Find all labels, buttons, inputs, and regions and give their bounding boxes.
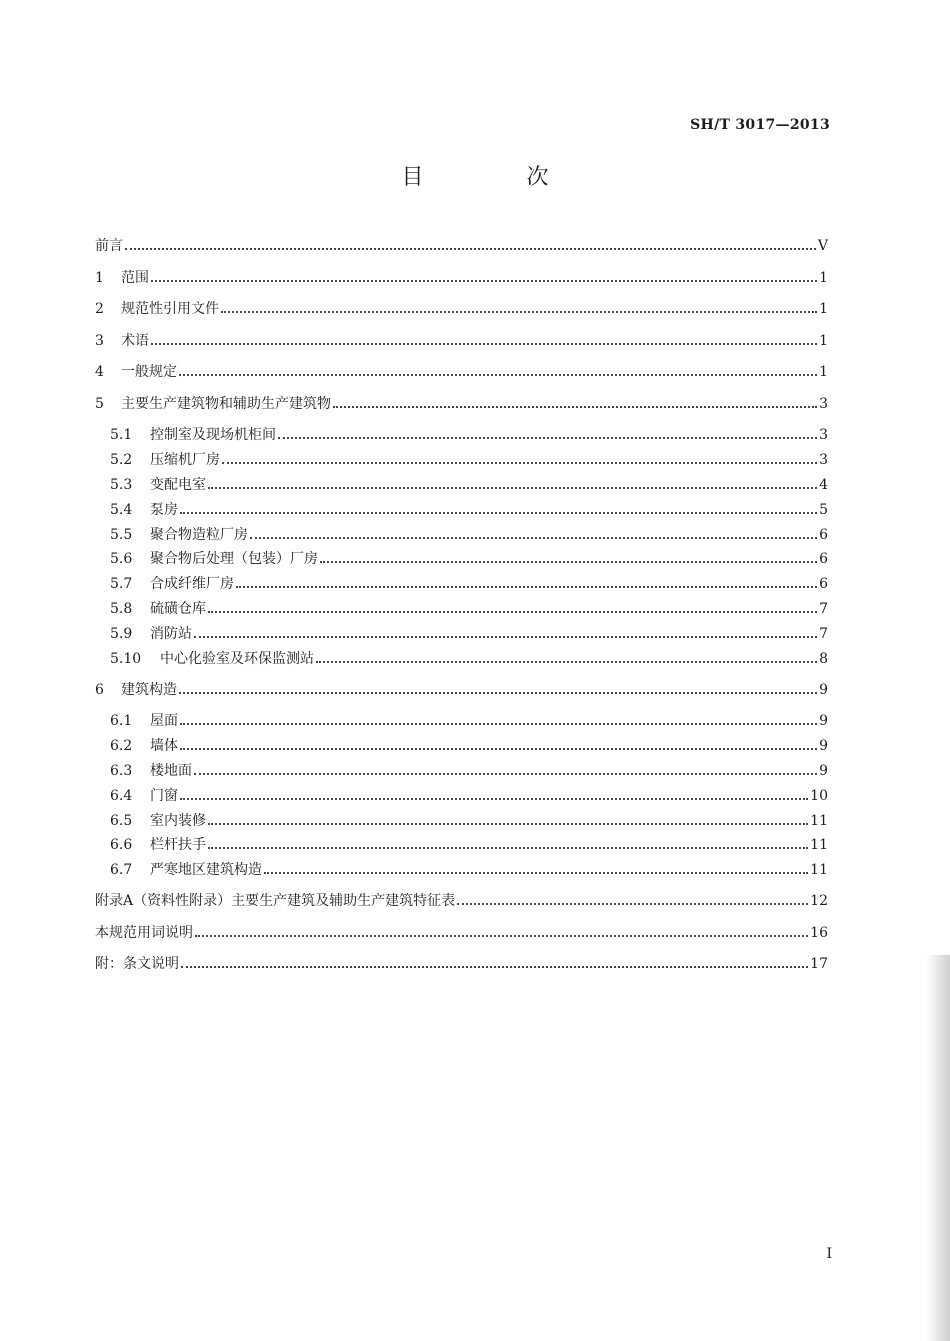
page-number: I <box>826 1246 832 1262</box>
toc-entry-label: 控制室及现场机柜间 <box>150 427 276 443</box>
dot-leader <box>320 560 817 563</box>
toc-entry-label: 主要生产建筑物和辅助生产建筑物 <box>121 396 331 412</box>
toc-entry[interactable] <box>110 859 828 881</box>
toc-entry-label: 范围 <box>121 270 149 286</box>
toc-entry-number: 5.2 <box>110 452 133 468</box>
toc-entry-page: 11 <box>810 813 828 829</box>
toc-entry[interactable] <box>110 785 828 807</box>
toc-entry-label: 一般规定 <box>121 364 177 380</box>
toc-entry-number: 5.6 <box>110 551 133 567</box>
toc-entry-page: 9 <box>819 763 828 779</box>
dot-leader <box>264 871 808 874</box>
toc-entry[interactable] <box>110 648 828 670</box>
toc-entry-number: 6.7 <box>110 862 133 878</box>
toc-entry-label: 聚合物后处理（包装）厂房 <box>150 551 318 567</box>
toc-entry-number: 5.5 <box>110 527 133 543</box>
dot-leader <box>179 373 817 376</box>
toc-entry-page: 11 <box>810 862 828 878</box>
toc-entry-page: 1 <box>819 333 828 349</box>
dot-leader <box>180 747 817 750</box>
toc-entry-page: 6 <box>819 527 828 543</box>
dot-leader <box>194 635 817 638</box>
toc-entry-number: 5 <box>95 396 104 412</box>
toc-entry-page: 1 <box>819 301 828 317</box>
toc-entry-number: 6.2 <box>110 738 133 754</box>
toc-entry-page: 3 <box>819 396 828 412</box>
toc-entry-label: 附：条文说明 <box>95 956 179 972</box>
toc-entry-number: 6.3 <box>110 763 133 779</box>
dot-leader <box>180 722 817 725</box>
toc-entry-number: 5.3 <box>110 477 133 493</box>
toc-entry-label: 中心化验室及环保监测站 <box>160 651 314 667</box>
dot-leader <box>208 486 817 489</box>
toc-entry-number: 6.6 <box>110 837 133 853</box>
toc-entry[interactable] <box>110 499 828 521</box>
dot-leader <box>179 691 817 694</box>
toc-entry-label: 屋面 <box>150 713 178 729</box>
dot-leader <box>208 822 808 825</box>
toc-entry-page: 5 <box>819 502 828 518</box>
toc-entry-label: 门窗 <box>150 788 178 804</box>
toc-entry-page: V <box>817 238 828 254</box>
toc-entry-page: 8 <box>819 651 828 667</box>
toc-entry-label: 前言 <box>95 238 123 254</box>
toc-entry-label: 聚合物造粒厂房 <box>150 527 248 543</box>
dot-leader <box>208 846 808 849</box>
toc-entry-page: 7 <box>819 601 828 617</box>
toc-entry-label: 附录A（资料性附录）主要生产建筑及辅助生产建筑特征表 <box>95 893 456 909</box>
toc-entry-number: 5.1 <box>110 427 133 443</box>
dot-leader <box>151 342 817 345</box>
toc-entry[interactable] <box>110 735 828 757</box>
toc-entry[interactable] <box>95 235 828 257</box>
toc-entry-label: 硫磺仓库 <box>150 601 206 617</box>
toc-entry-label: 合成纤维厂房 <box>150 576 234 592</box>
toc-entry-label: 严寒地区建筑构造 <box>150 862 262 878</box>
toc-entry[interactable] <box>110 834 828 856</box>
toc-entry-label: 压缩机厂房 <box>150 452 220 468</box>
dot-leader <box>151 279 817 282</box>
toc-entry-number: 5.10 <box>110 651 142 667</box>
toc-entry[interactable] <box>95 361 828 383</box>
toc-entry-label: 室内装修 <box>150 813 206 829</box>
toc-entry-page: 7 <box>819 626 828 642</box>
toc-entry[interactable] <box>95 298 828 320</box>
toc-entry-label: 变配电室 <box>150 477 206 493</box>
toc-entry-page: 4 <box>819 477 828 493</box>
toc-entry[interactable] <box>95 890 828 912</box>
dot-leader <box>236 585 817 588</box>
toc-entry-number: 3 <box>95 333 104 349</box>
toc-entry-number: 5.9 <box>110 626 133 642</box>
toc-entry[interactable] <box>110 449 828 471</box>
toc-entry-number: 4 <box>95 364 104 380</box>
toc-entry-page: 1 <box>819 364 828 380</box>
toc-entry-page: 9 <box>819 713 828 729</box>
dot-leader <box>194 772 817 775</box>
dot-leader <box>222 461 817 464</box>
toc-entry[interactable] <box>110 548 828 570</box>
toc-entry-number: 6 <box>95 682 104 698</box>
toc-entry-number: 6.1 <box>110 713 133 729</box>
toc-entry[interactable] <box>95 953 828 975</box>
toc-entry-number: 2 <box>95 301 104 317</box>
toc-entry[interactable] <box>95 679 828 701</box>
toc-entry[interactable] <box>95 330 828 352</box>
toc-title: 目 次 <box>401 165 597 190</box>
toc-entry-label: 泵房 <box>150 502 178 518</box>
toc-entry[interactable] <box>110 710 828 732</box>
toc-entry[interactable] <box>110 598 828 620</box>
scan-edge-shadow <box>926 955 950 1341</box>
toc-entry[interactable] <box>95 267 828 289</box>
toc-entry-page: 1 <box>819 270 828 286</box>
toc-entry[interactable] <box>110 424 828 446</box>
toc-entry-page: 17 <box>810 956 828 972</box>
toc-entry[interactable] <box>110 524 828 546</box>
toc-entry-page: 6 <box>819 576 828 592</box>
toc-entry-label: 规范性引用文件 <box>121 301 219 317</box>
toc-entry-number: 1 <box>95 270 104 286</box>
toc-entry-label: 栏杆扶手 <box>150 837 206 853</box>
toc-entry-page: 12 <box>810 893 828 909</box>
toc-entry-label: 本规范用词说明 <box>95 925 193 941</box>
dot-leader <box>180 797 808 800</box>
toc-entry-page: 16 <box>810 925 828 941</box>
toc-entry[interactable] <box>95 393 828 415</box>
toc-entry-page: 9 <box>819 682 828 698</box>
standard-code: SH/T 3017—2013 <box>690 117 830 133</box>
dot-leader <box>221 310 817 313</box>
toc-entry-page: 11 <box>810 837 828 853</box>
toc-entry-page: 6 <box>819 551 828 567</box>
toc-entry-number: 5.4 <box>110 502 133 518</box>
toc-entry-page: 3 <box>819 427 828 443</box>
dot-leader <box>125 247 816 250</box>
toc-entry[interactable] <box>110 810 828 832</box>
toc-entry[interactable] <box>95 922 828 944</box>
dot-leader <box>195 934 808 937</box>
toc-entry-label: 消防站 <box>150 626 192 642</box>
toc-entry-page: 3 <box>819 452 828 468</box>
toc-entry-page: 10 <box>810 788 828 804</box>
dot-leader <box>278 436 817 439</box>
toc-entry[interactable] <box>110 760 828 782</box>
toc-entry-page: 9 <box>819 738 828 754</box>
dot-leader <box>208 610 817 613</box>
toc-entry-label: 建筑构造 <box>121 682 177 698</box>
toc-entry[interactable] <box>110 474 828 496</box>
dot-leader <box>181 965 808 968</box>
dot-leader <box>180 511 817 514</box>
toc-entry-number: 6.5 <box>110 813 133 829</box>
toc-entry-number: 6.4 <box>110 788 133 804</box>
toc-entry[interactable] <box>110 573 828 595</box>
toc-entry-number: 5.7 <box>110 576 133 592</box>
dot-leader <box>250 536 817 539</box>
dot-leader <box>457 902 808 905</box>
toc-entry-label: 术语 <box>121 333 149 349</box>
dot-leader <box>333 405 817 408</box>
toc-entry[interactable] <box>110 623 828 645</box>
toc-entry-label: 墙体 <box>150 738 178 754</box>
dot-leader <box>316 660 817 663</box>
toc-entry-label: 楼地面 <box>150 763 192 779</box>
toc-entry-number: 5.8 <box>110 601 133 617</box>
